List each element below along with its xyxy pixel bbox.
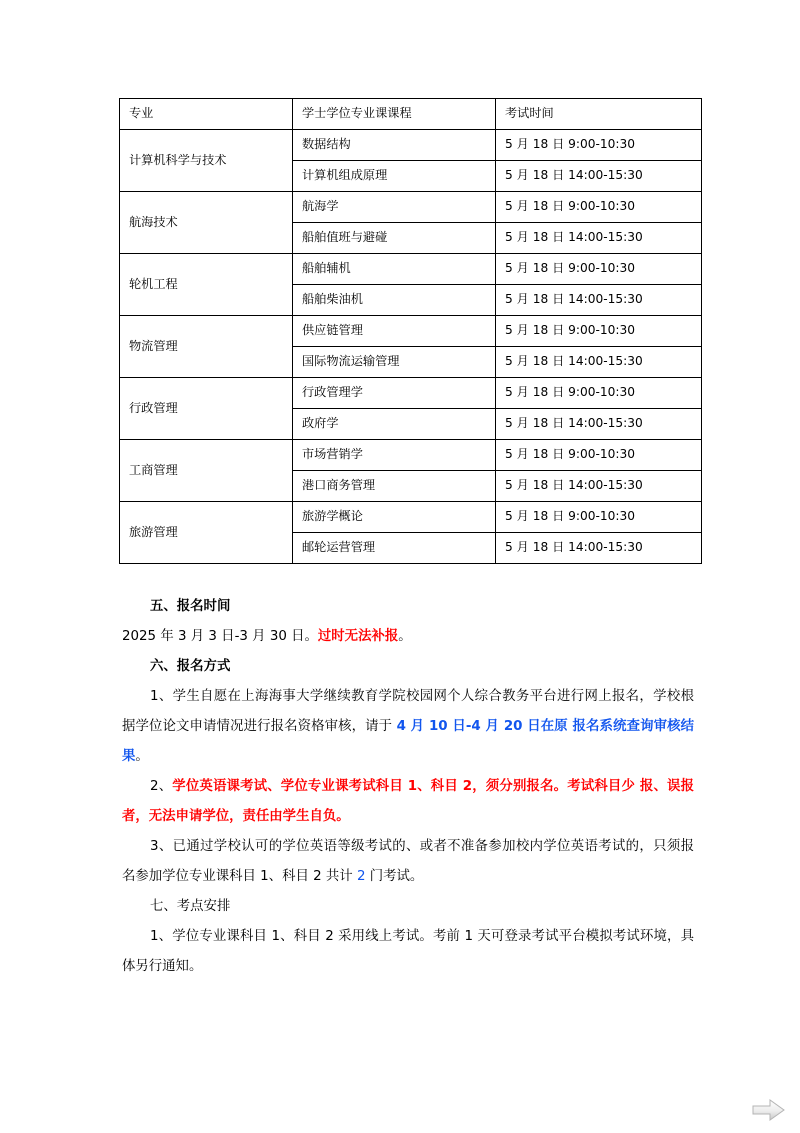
table-cell-course: 港口商务管理: [293, 471, 496, 502]
section-six-item-3: [122, 832, 694, 892]
table-row: [120, 254, 702, 285]
table-header-time: 考试时间: [496, 99, 702, 130]
table-cell-time: 5 月 18 日 9:00-10:30: [496, 130, 702, 161]
table-cell-time: 5 月 18 日 14:00-15:30: [496, 161, 702, 192]
arrow-right-icon[interactable]: [752, 1098, 786, 1122]
section-five-body: [122, 622, 694, 652]
section-heading-five: 五、报名时间: [150, 599, 231, 614]
table-cell-course: 邮轮运营管理: [293, 533, 496, 564]
table-cell-time: 5 月 18 日 14:00-15:30: [496, 533, 702, 564]
table-row: [120, 440, 702, 471]
exam-schedule-table: [119, 98, 702, 564]
table-cell-time: 5 月 18 日 14:00-15:30: [496, 285, 702, 316]
table-cell-course: 市场营销学: [293, 440, 496, 471]
section-heading-seven: 七、考点安排: [150, 899, 231, 914]
table-cell-major: 旅游管理: [120, 502, 293, 564]
table-cell-time: 5 月 18 日 14:00-15:30: [496, 347, 702, 378]
table-cell-time: 5 月 18 日 14:00-15:30: [496, 223, 702, 254]
section-six-item-1: [122, 682, 694, 772]
table-row: [120, 378, 702, 409]
table-cell-major: 轮机工程: [120, 254, 293, 316]
section-seven-item-1: 1、学位专业课科目 1、科目 2 采用线上考试。考前 1 天可登录考试平台模拟考试环境，具体另行通知。: [122, 929, 694, 974]
section-heading-six: 六、报名方式: [150, 659, 231, 674]
table-header-course: 学士学位专业课课程: [293, 99, 496, 130]
table-cell-course: 旅游学概论: [293, 502, 496, 533]
table-cell-time: 5 月 18 日 9:00-10:30: [496, 502, 702, 533]
section-six-item-1-text-a: 1、学生自愿在上海海事大学继续教育学院校园网个人综合教务平台进行网上报名，学校根据学位论文申请情况进行报名资格审核，请于: [122, 689, 694, 734]
table-cell-course: 政府学: [293, 409, 496, 440]
table-cell-time: 5 月 18 日 9:00-10:30: [496, 192, 702, 223]
table-cell-course: 船舶值班与避碰: [293, 223, 496, 254]
table-header-major: 专业: [120, 99, 293, 130]
table-cell-time: 5 月 18 日 9:00-10:30: [496, 254, 702, 285]
section-six-item-3-text-a: 3、已通过学校认可的学位英语等级考试的、或者不准备参加校内学位英语考试的，只须报名参加学位专业课科目 1、科目 2 共计: [122, 839, 694, 884]
section-six-item-3-count: 2: [356, 869, 366, 884]
table-cell-time: 5 月 18 日 9:00-10:30: [496, 378, 702, 409]
table-row: [120, 502, 702, 533]
table-cell-major: 行政管理: [120, 378, 293, 440]
section-six-item-1-text-b: 。: [135, 749, 149, 764]
section-six-item-1-emphasis: 4 月 10 日-4 月 20 日在原 报名系统查询审核结果: [122, 719, 694, 764]
section-five-date-range: 2025 年 3 月 3 日-3 月 30 日。: [122, 629, 318, 644]
table-cell-time: 5 月 18 日 9:00-10:30: [496, 440, 702, 471]
table-cell-course: 行政管理学: [293, 378, 496, 409]
section-six-item-2: [122, 772, 694, 832]
table-cell-time: 5 月 18 日 14:00-15:30: [496, 409, 702, 440]
table-row: [120, 130, 702, 161]
section-five-warning: 过时无法补报: [317, 629, 399, 644]
table-header-row: [120, 99, 702, 130]
table-cell-course: 船舶柴油机: [293, 285, 496, 316]
section-six-item-2-emphasis: 学位英语课考试、学位专业课考试科目 1、科目 2，须分别报名。考试科目少 报、误报者，无法申请学位，责任由学生自负。: [122, 779, 694, 824]
exam-schedule-table-body: [120, 99, 702, 564]
section-five-period: 。: [398, 629, 412, 644]
table-cell-course: 国际物流运输管理: [293, 347, 496, 378]
section-six-item-2-number: 2、: [150, 779, 173, 794]
table-cell-course: 供应链管理: [293, 316, 496, 347]
table-cell-major: 工商管理: [120, 440, 293, 502]
table-row: [120, 192, 702, 223]
table-cell-time: 5 月 18 日 14:00-15:30: [496, 471, 702, 502]
table-cell-course: 船舶辅机: [293, 254, 496, 285]
table-cell-time: 5 月 18 日 9:00-10:30: [496, 316, 702, 347]
table-cell-major: 计算机科学与技术: [120, 130, 293, 192]
table-cell-course: 数据结构: [293, 130, 496, 161]
table-cell-major: 航海技术: [120, 192, 293, 254]
exam-schedule-table-container: [119, 98, 648, 564]
table-cell-course: 航海学: [293, 192, 496, 223]
section-six-item-3-text-b: 门考试。: [365, 869, 424, 884]
table-cell-course: 计算机组成原理: [293, 161, 496, 192]
table-row: [120, 316, 702, 347]
document-body: [122, 592, 694, 982]
table-cell-major: 物流管理: [120, 316, 293, 378]
